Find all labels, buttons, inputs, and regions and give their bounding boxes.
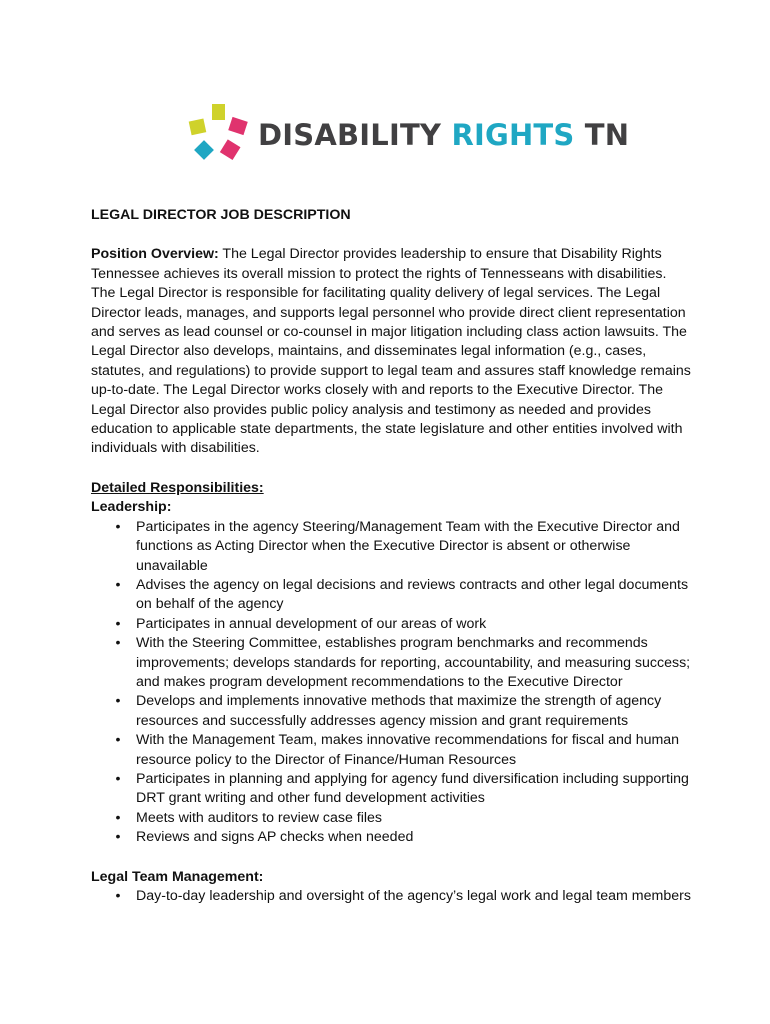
list-item: • Day-to-day leadership and oversight of the agency’s legal work and legal team members xyxy=(91,887,691,906)
list-item: • Participates in planning and applying for agency fund diversification including supporting DRT grant writing and other fund development activities xyxy=(91,770,691,809)
legal-team-heading: Legal Team Management: xyxy=(91,868,264,885)
overview-label: Position Overview: xyxy=(91,246,219,263)
bullet-icon: • xyxy=(115,770,121,787)
list-item: • With the Management Team, makes innovative recommendations for fiscal and human resource policy to the Director of Finance/Human Resources xyxy=(91,731,691,770)
bullet-icon: • xyxy=(115,635,121,652)
list-item: • Reviews and signs AP checks when needed xyxy=(91,828,691,847)
document-title: LEGAL DIRECTOR JOB DESCRIPTION xyxy=(91,207,351,223)
position-overview xyxy=(91,245,691,458)
responsibilities-heading: Detailed Responsibilities: xyxy=(91,479,264,496)
disability-rights-tn-logo xyxy=(186,102,629,168)
logo-wordmark xyxy=(258,118,629,152)
bullet-icon: • xyxy=(115,518,121,535)
logo-word-disability: DISABILITY xyxy=(258,118,452,152)
list-item: • Meets with auditors to review case files xyxy=(91,809,691,828)
overview-text: The Legal Director provides leadership to ensure that Disability Rights Tennessee achieves its overall mission to protect the rights of Tennesseans with disabilities. The Legal Director is responsible for facilitating quality delivery of legal services. The Legal Director leads, manages, and supports legal personnel who provide direct client representation and serves as lead counsel or co-counsel in major litigation including class action lawsuits. The Legal Director also develops, maintains, and disseminates legal information (e.g., cases, statutes, and regulations) to provide support to legal team and assures staff knowledge remains up-to-date. The Legal Director works closely with and reports to the Executive Director. The Legal Director also provides public policy analysis and testimony as needed and provides education to applicable state departments, the state legislature and other entities involved with individuals with disabilities. xyxy=(91,246,691,457)
leadership-list xyxy=(91,518,691,848)
list-item: • Advises the agency on legal decisions and reviews contracts and other legal documents on behalf of the agency xyxy=(91,576,691,615)
bullet-icon: • xyxy=(115,829,121,846)
list-item: • Participates in annual development of our areas of work xyxy=(91,615,691,634)
bullet-icon: • xyxy=(115,888,121,904)
bullet-icon: • xyxy=(115,615,121,632)
list-item: • With the Steering Committee, establishes program benchmarks and recommends improvements; develops standards for reporting, accountability, and measuring success; and makes program development recommendations to the Executive Director xyxy=(91,634,691,692)
leadership-heading: Leadership: xyxy=(91,499,172,516)
logo-star-mark-icon xyxy=(186,102,252,168)
legal-team-list xyxy=(91,887,691,906)
bullet-icon: • xyxy=(115,576,121,593)
list-item: • Develops and implements innovative methods that maximize the strength of agency resources and successfully addresses agency mission and grant requirements xyxy=(91,692,691,731)
document-body xyxy=(91,206,691,906)
list-item: • Participates in the agency Steering/Management Team with the Executive Director and functions as Acting Director when the Executive Director is absent or otherwise unavailable xyxy=(91,518,691,576)
bullet-icon: • xyxy=(115,732,121,749)
bullet-icon: • xyxy=(115,809,121,826)
logo-word-rights: RIGHTS xyxy=(451,118,575,152)
logo-word-tn: TN xyxy=(574,118,630,152)
bullet-icon: • xyxy=(115,693,121,710)
